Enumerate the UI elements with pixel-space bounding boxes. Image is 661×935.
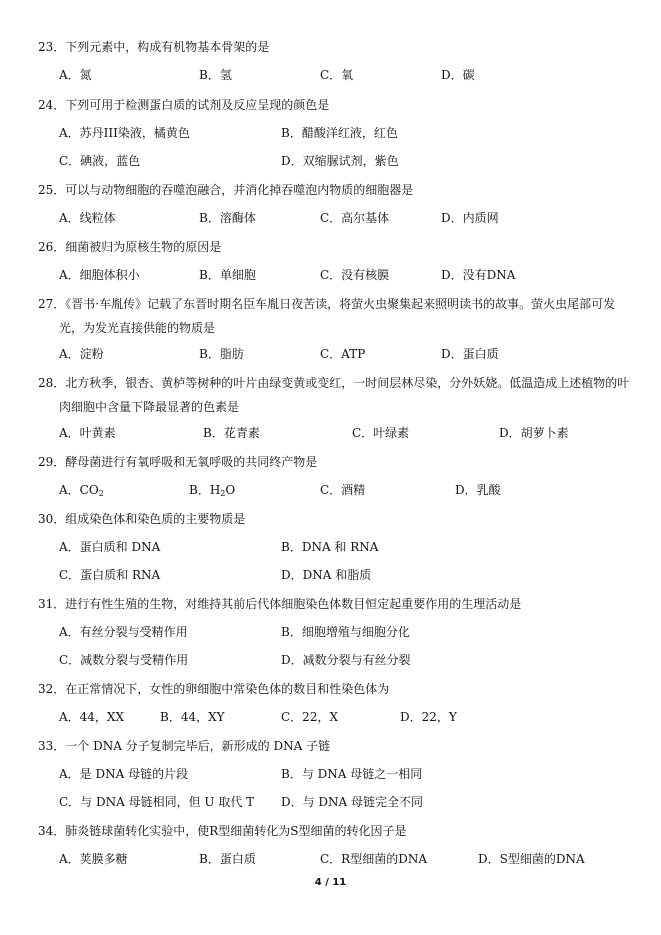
option-d: D．双缩脲试剂，紫色 xyxy=(281,154,399,168)
option-b xyxy=(189,482,235,498)
page-number: 4 / 11 xyxy=(314,877,347,888)
question-stem-continued: 肉细胞中含量下降最显著的色素是 xyxy=(59,400,240,414)
option-b: B．溶酶体 xyxy=(199,211,256,225)
option-d: D．S型细菌的DNA xyxy=(478,852,585,866)
option-a: A．44，XX xyxy=(59,710,125,724)
option-b: B．DNA 和 RNA xyxy=(281,540,379,554)
option-a: A．叶黄素 xyxy=(59,426,116,440)
option-a: A．细胞体积小 xyxy=(59,268,140,282)
option-b-tail: O xyxy=(225,483,236,497)
question-stem: 30．组成染色体和染色质的主要物质是 xyxy=(38,512,246,526)
option-d: D．蛋白质 xyxy=(441,347,499,361)
question-stem: 29．酵母菌进行有氧呼吸和无氧呼吸的共同终产物是 xyxy=(38,455,318,469)
question-stem: 31．进行有性生殖的生物，对维持其前后代体细胞染色体数目恒定起重要作用的生理活动是 xyxy=(38,597,522,611)
option-c: C．ATP xyxy=(320,347,366,361)
question-33 xyxy=(38,738,631,754)
option-b: B．氢 xyxy=(199,68,232,82)
question-31 xyxy=(38,596,631,612)
option-d: D．与 DNA 母链完全不同 xyxy=(281,795,424,809)
option-d: D．胡萝卜素 xyxy=(499,426,569,440)
subscript-2: 2 xyxy=(220,489,226,498)
option-a: A．荚膜多糖 xyxy=(59,852,128,866)
subscript-2: 2 xyxy=(98,489,104,498)
option-b: B．脂肪 xyxy=(199,347,244,361)
question-25 xyxy=(38,182,631,198)
option-c: C．22，X xyxy=(281,710,338,724)
question-stem: 28．北方秋季，银杏、黄栌等树种的叶片由绿变黄或变红，一时间层林尽染，分外妖娆。低温造成上述植物的叶 xyxy=(38,376,630,390)
option-a: A．蛋白质和 DNA xyxy=(59,540,161,554)
option-b: B．44，XY xyxy=(160,710,225,724)
option-b: B．单细胞 xyxy=(199,268,256,282)
question-stem: 33．一个 DNA 分子复制完毕后，新形成的 DNA 子链 xyxy=(38,739,331,753)
option-c: C．与 DNA 母链相同，但 U 取代 T xyxy=(59,795,255,809)
option-c: C．减数分裂与受精作用 xyxy=(59,653,189,667)
option-a: A．苏丹III染液，橘黄色 xyxy=(59,126,190,140)
option-d: D．减数分裂与有丝分裂 xyxy=(281,653,411,667)
option-d: D．内质网 xyxy=(441,211,499,225)
option-b: B．醋酸洋红液，红色 xyxy=(281,126,398,140)
option-d: D．乳酸 xyxy=(455,483,501,497)
option-d: D．没有DNA xyxy=(441,268,516,282)
option-a: A．有丝分裂与受精作用 xyxy=(59,625,188,639)
option-b: B．蛋白质 xyxy=(199,852,256,866)
option-a-text: A．CO xyxy=(59,483,99,497)
question-stem: 23．下列元素中，构成有机物基本骨架的是 xyxy=(38,40,270,54)
option-c: C．高尔基体 xyxy=(320,211,390,225)
question-28 xyxy=(38,375,631,415)
option-d: D．22，Y xyxy=(400,710,457,724)
question-34 xyxy=(38,823,631,839)
option-c: C．没有核膜 xyxy=(320,268,390,282)
question-stem: 25．可以与动物细胞的吞噬泡融合，并消化掉吞噬泡内物质的细胞器是 xyxy=(38,183,414,197)
option-a: A．淀粉 xyxy=(59,347,104,361)
option-c: C．R型细菌的DNA xyxy=(320,852,428,866)
question-32 xyxy=(38,681,631,697)
question-stem: 24．下列可用于检测蛋白质的试剂及反应呈现的颜色是 xyxy=(38,98,330,112)
question-27 xyxy=(38,296,631,336)
question-26 xyxy=(38,239,631,255)
option-a: A．是 DNA 母链的片段 xyxy=(59,767,189,781)
question-24 xyxy=(38,97,631,113)
option-d: D．DNA 和脂质 xyxy=(281,568,372,582)
option-c: C．叶绿素 xyxy=(352,426,410,440)
question-stem: 27．《晋书·车胤传》记载了东晋时期名臣车胤日夜苦读，将萤火虫聚集起来照明读书的故事。萤火虫尾部可发 xyxy=(38,297,616,311)
question-stem: 32．在正常情况下，女性的卵细胞中常染色体的数目和性染色体为 xyxy=(38,682,390,696)
question-23 xyxy=(38,39,631,55)
question-stem-continued: 光，为发光直接供能的物质是 xyxy=(59,321,216,335)
question-stem: 34．肺炎链球菌转化实验中，使R型细菌转化为S型细菌的转化因子是 xyxy=(38,824,407,838)
option-b: B．细胞增殖与细胞分化 xyxy=(281,625,410,639)
question-stem: 26．细菌被归为原核生物的原因是 xyxy=(38,240,222,254)
option-d: D．碳 xyxy=(441,68,475,82)
option-c: C．酒精 xyxy=(320,483,366,497)
option-c: C．氧 xyxy=(320,68,354,82)
option-c: C．蛋白质和 RNA xyxy=(59,568,161,582)
option-b-text: B．H xyxy=(189,483,221,497)
question-30 xyxy=(38,511,631,527)
question-29 xyxy=(38,454,631,470)
option-b: B．花青素 xyxy=(203,426,260,440)
option-a: A．氮 xyxy=(59,68,92,82)
option-a xyxy=(59,482,104,498)
option-a: A．线粒体 xyxy=(59,211,116,225)
option-c: C．碘液，蓝色 xyxy=(59,154,141,168)
option-b: B．与 DNA 母链之一相同 xyxy=(281,767,423,781)
